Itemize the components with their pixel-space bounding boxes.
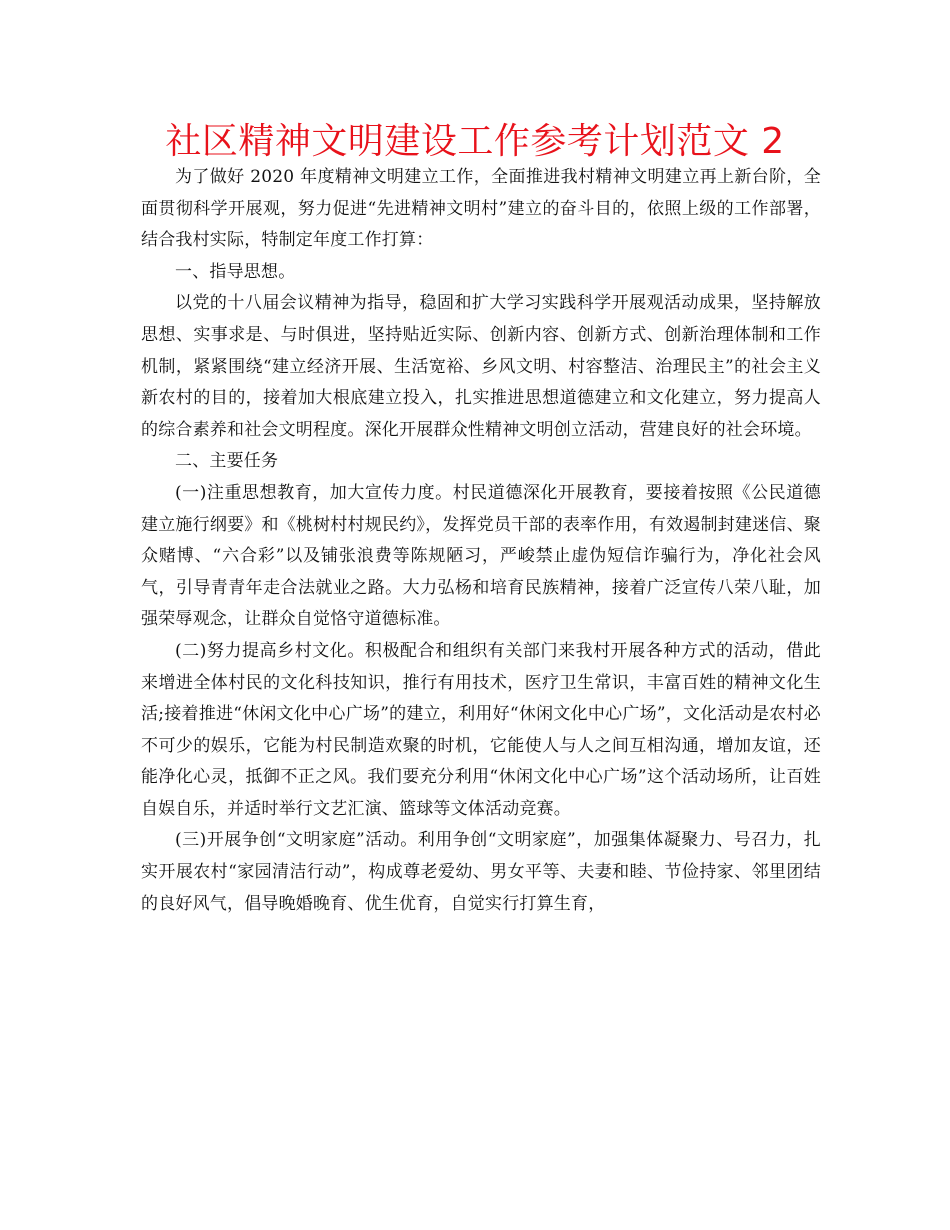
section-heading-main-tasks: 二、主要任务	[175, 451, 279, 472]
paragraph-task-3: (三)开展争创“文明家庭”活动。利用争创“文明家庭”，加强集体凝聚力、号召力，扎实开展农村“家园清洁行动”，构成尊老爱幼、男女平等、夫妻和睦、节俭持家、邻里团结的良好风气，倡导晚婚晚育、优生优育，自觉实行打算生育，	[141, 830, 821, 914]
paragraph-intro: 为了做好 2020 年度精神文明建立工作，全面推进我村精神文明建立再上新台阶，全面贯彻科学开展观，努力促进“先进精神文明村”建立的奋斗目的，依照上级的工作部署，结合我村实际，特制定年度工作打算：	[141, 167, 821, 251]
paragraph-guiding-thought: 以党的十八届会议精神为指导，稳固和扩大学习实践科学开展观活动成果，坚持解放思想、实事求是、与时俱进，坚持贴近实际、创新内容、创新方式、创新治理体制和工作机制，紧紧围绕“建立经济开展、生活宽裕、乡风文明、村容整洁、治理民主”的社会主义新农村的目的，接着加大根底建立投入，扎实推进思想道德建立和文化建立，努力提高人的综合素养和社会文明程度。深化开展群众性精神文明创立活动，营建良好的社会环境。	[141, 293, 821, 440]
document-title: 社区精神文明建设工作参考计划范文 2	[165, 121, 785, 162]
paragraph-task-2: (二)努力提高乡村文化。积极配合和组织有关部门来我村开展各种方式的活动，借此来增进全体村民的文化科技知识，推行有用技术，医疗卫生常识，丰富百姓的精神文化生活;接着推进“休闲文化中心广场”的建立，利用好“休闲文化中心广场”，文化活动是农村必不可少的娱乐，它能为村民制造欢聚的时机，它能使人与人之间互相沟通，增加友谊，还能净化心灵，抵御不正之风。我们要充分利用“休闲文化中心广场”这个活动场所，让百姓自娱自乐，并适时举行文艺汇演、篮球等文体活动竞赛。	[141, 640, 821, 819]
document-body	[141, 162, 821, 920]
paragraph-task-1: (一)注重思想教育，加大宣传力度。村民道德深化开展教育，要接着按照《公民道德建立施行纲要》和《桃树村村规民约》，发挥党员干部的表率作用，有效遏制封建迷信、聚众赌博、“六合彩”以及铺张浪费等陈规陋习，严峻禁止虚伪短信诈骗行为，净化社会风气，引导青青年走合法就业之路。大力弘杨和培育民族精神，接着广泛宣传八荣八耻，加强荣辱观念，让群众自觉恪守道德标准。	[141, 482, 821, 630]
section-heading-guiding-thought: 一、指导思想。	[175, 261, 296, 282]
